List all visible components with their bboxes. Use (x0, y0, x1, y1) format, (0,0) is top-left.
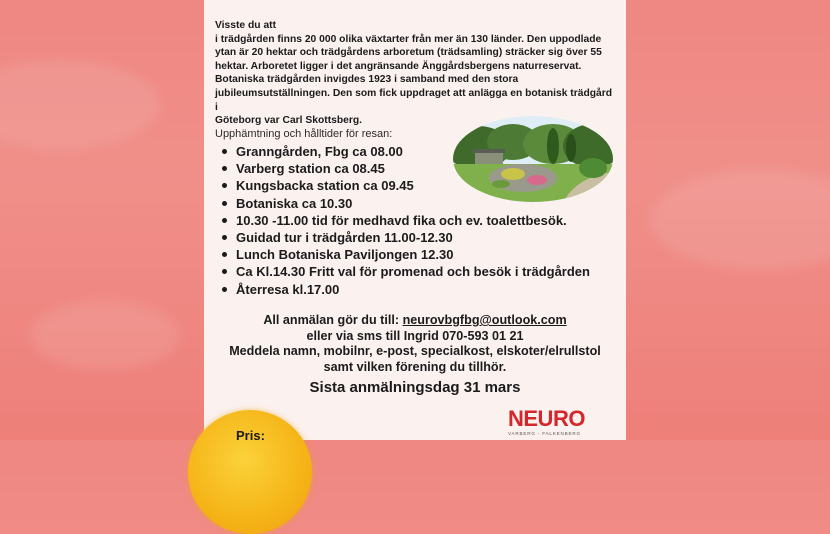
background-texture (30, 300, 180, 370)
schedule-item: Granngården, Fbg ca 08.00 (220, 143, 590, 160)
signup-prefix: All anmälan gör du till: (263, 313, 400, 327)
background-texture (0, 60, 160, 150)
intro-line: jubileumsutställningen. Den som fick uppdraget att anlägga en botanisk trädgård i (215, 87, 613, 113)
intro-heading: Visste du att (215, 20, 277, 31)
logo-subtitle: VARBERG - FALKENBERG (508, 431, 581, 436)
intro-line: Göteborg var Carl Skottsberg. (215, 115, 363, 127)
signup-line (204, 313, 626, 329)
schedule-item: Lunch Botaniska Paviljongen 12.30 (220, 246, 590, 263)
flyer-page (204, 0, 626, 440)
signup-email-link[interactable]: neurovbgfbg@outlook.com (402, 313, 567, 327)
association-line: samt vilken förening du tillhör. (323, 359, 507, 374)
schedule-item: Botaniska ca 10.30 (220, 195, 590, 212)
schedule-item: Guidad tur i trädgården 11.00-12.30 (220, 229, 590, 246)
schedule-item: Återresa kl.17.00 (220, 281, 590, 298)
schedule-list (220, 143, 590, 298)
schedule-title: Upphämtning och hålltider för resan: (215, 128, 393, 140)
intro-line: hektar. Arboretet ligger i det angränsande Änggårdsbergens naturreservat. (215, 60, 582, 72)
background-texture (650, 170, 830, 270)
intro-line: ytan är 20 hektar och trädgårdens arboretum (trädsamling) sträcker sig över 55 (215, 47, 602, 59)
intro-section (215, 19, 615, 128)
schedule-item: Varberg station ca 08.45 (220, 160, 590, 177)
intro-line: i trädgården finns 20 000 olika växtarter från mer än 130 länder. Den uppodlade (215, 33, 602, 45)
contact-section (204, 313, 626, 375)
price-label: Pris: (236, 428, 265, 443)
schedule-item: 10.30 -11.00 tid för medhavd fika och ev. toalettbesök. (220, 212, 590, 229)
details-line: Meddela namn, mobilnr, e-post, specialkost, elskoter/elrullstol (229, 344, 601, 358)
schedule-item: Ca Kl.14.30 Fritt val för promenad och besök i trädgården (220, 263, 590, 280)
price-badge (188, 410, 312, 534)
logo-word: NEURO (508, 406, 585, 431)
intro-line: Botaniska trädgården invigdes 1923 i samband med den stora (215, 74, 519, 86)
neuro-logo (508, 408, 608, 438)
sms-line: eller via sms till Ingrid 070-593 01 21 (306, 328, 524, 343)
signup-deadline: Sista anmälningsdag 31 mars (309, 379, 521, 396)
schedule-item: Kungsbacka station ca 09.45 (220, 177, 590, 194)
